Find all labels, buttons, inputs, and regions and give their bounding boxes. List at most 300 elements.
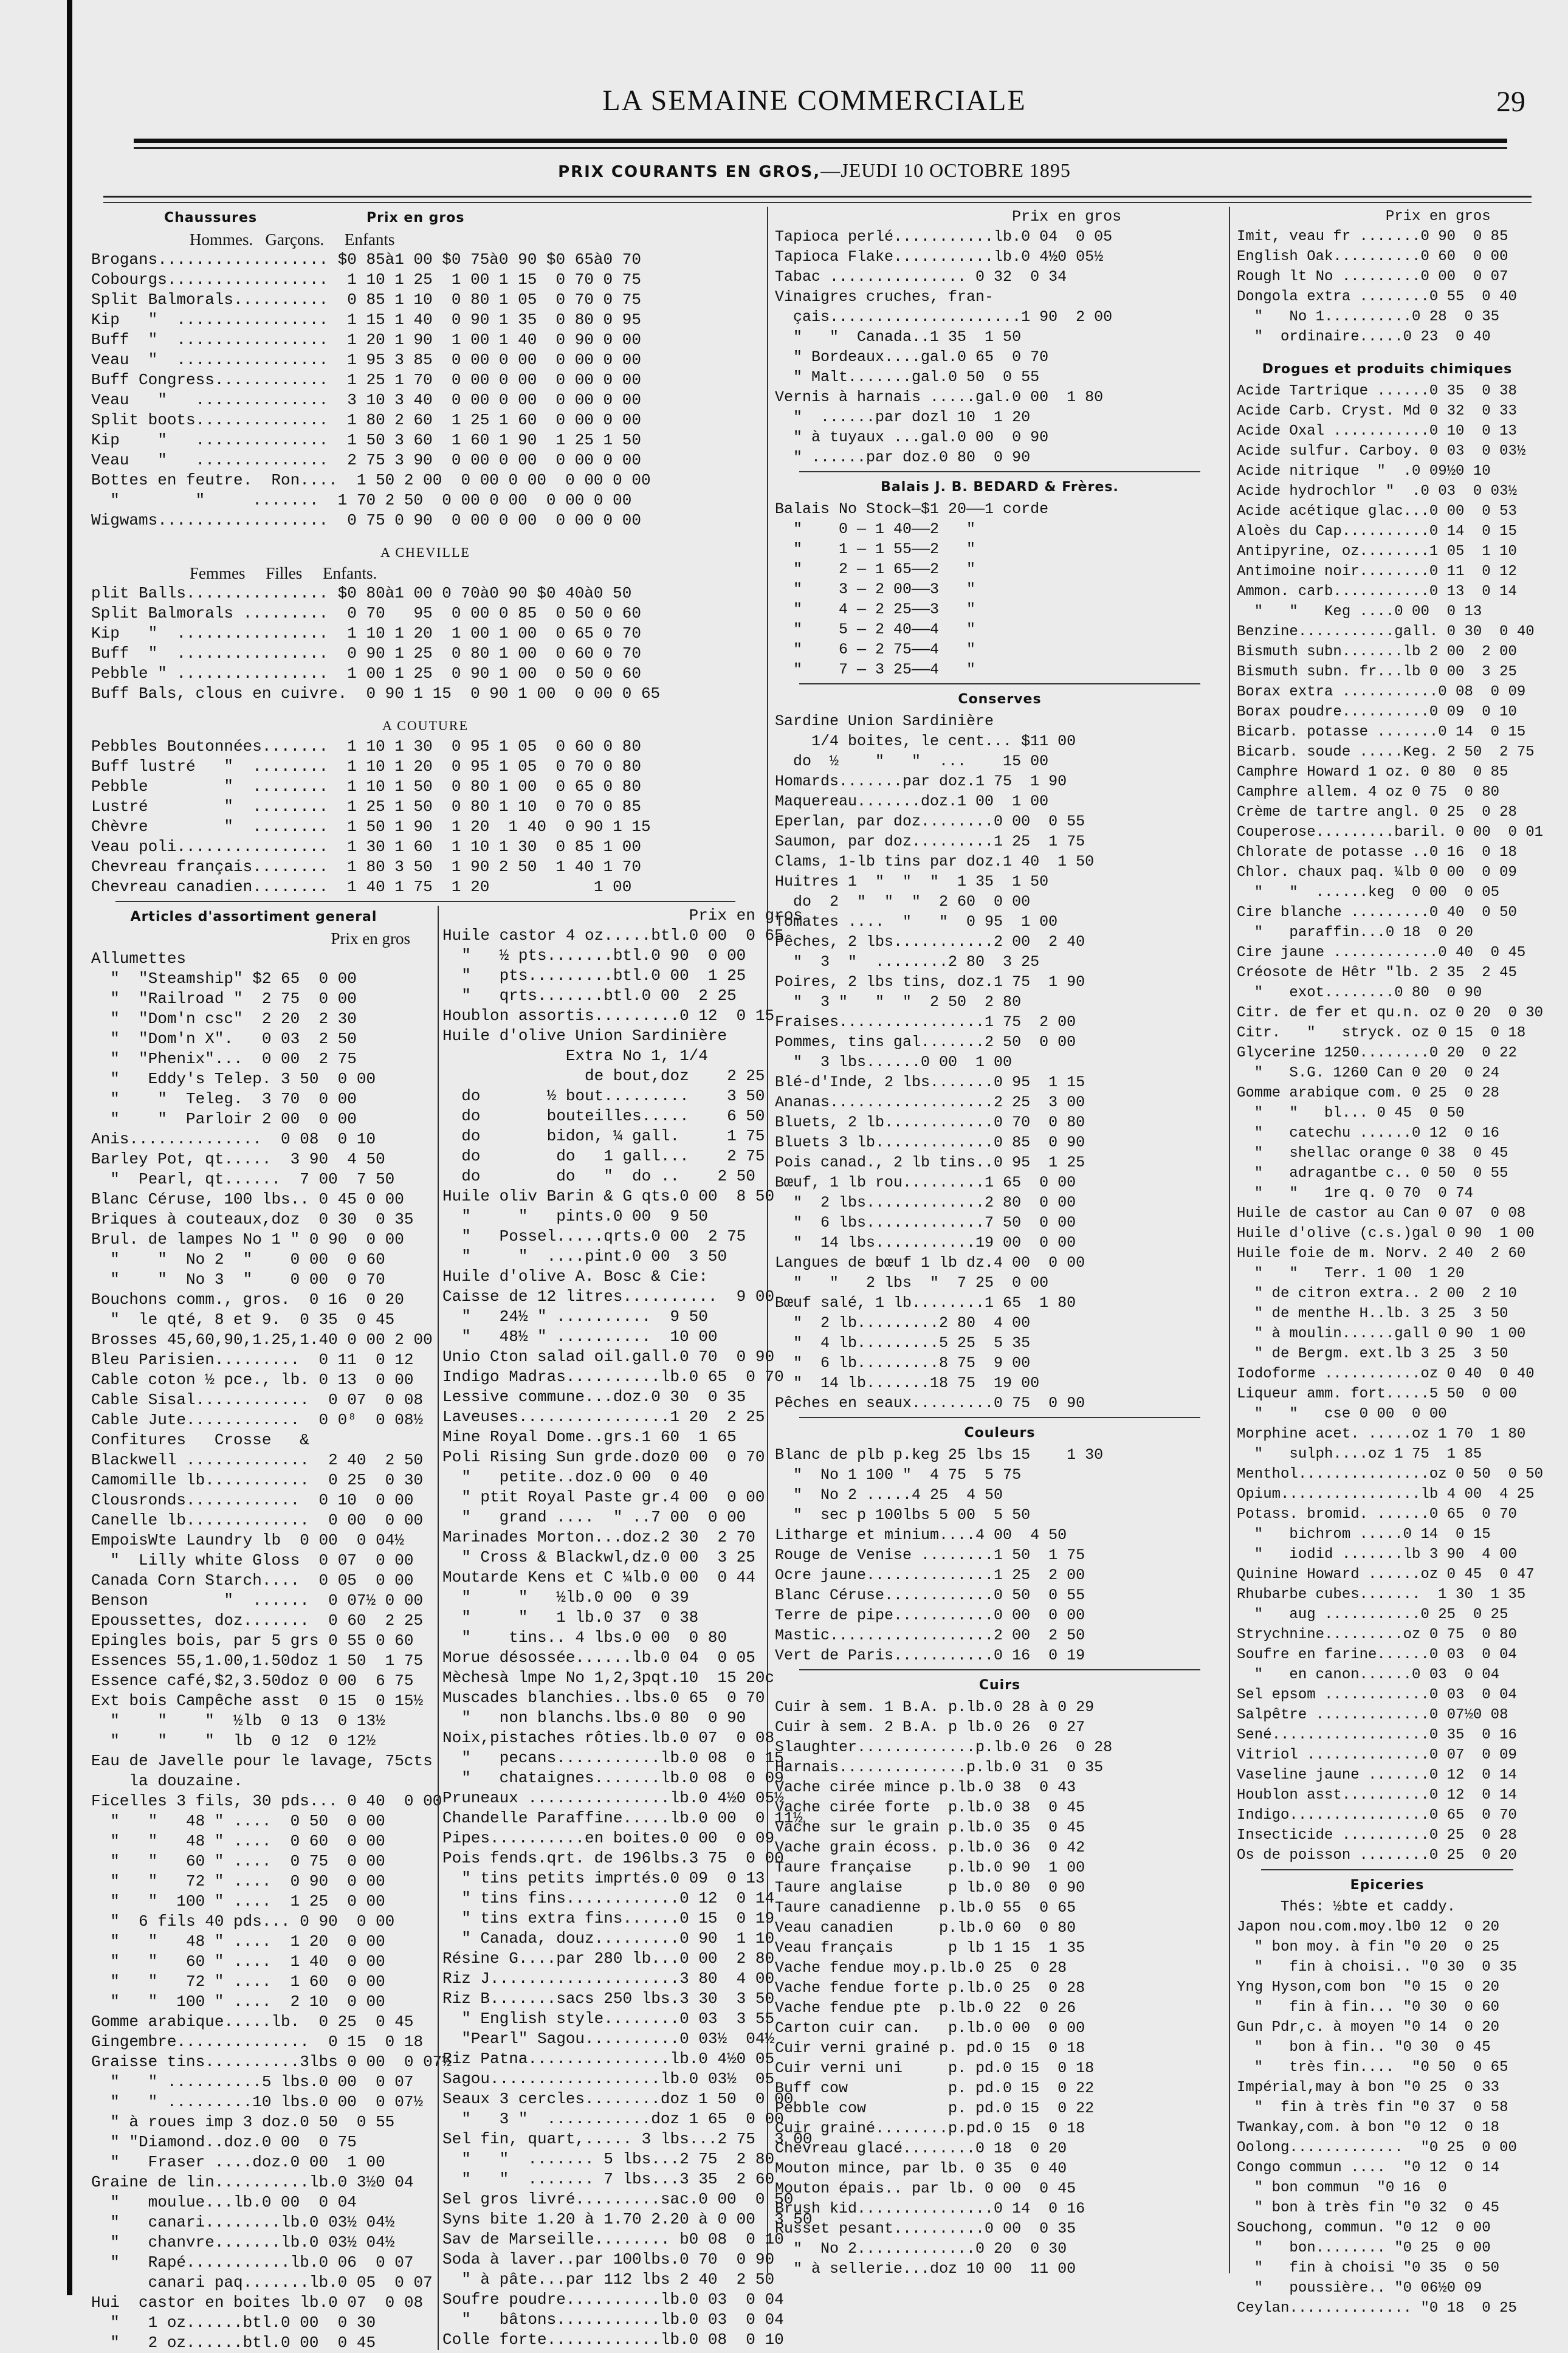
price-row: " en canon......0 03 0 04 [1237,1667,1500,1683]
price-row: " 14 lb.......18 75 19 00 [775,1374,1040,1392]
price-row: Soufre poudre..........lb.0 03 0 04 [442,2290,784,2309]
price-row: " " ..........5 lbs.0 00 0 07 [91,2073,414,2091]
price-row: " très fin.... "0 50 0 65 [1237,2059,1508,2076]
price-row: Bouchons comm., gros. 0 16 0 20 [91,1290,404,1309]
cuirs-continued-list [1237,207,1538,347]
price-row: " iodid .......lb 3 90 4 00 [1237,1546,1517,1563]
price-row: " petite..doz.0 00 0 40 [442,1468,708,1486]
price-row: Pebbles Boutonnées....... 1 10 1 30 0 95 1 05 0 60 0 80 [91,737,641,756]
price-row: Sagou..................lb.0 03½ 05 [442,2070,775,2088]
price-row: Cable coton ½ pce., lb. 0 13 0 00 [91,1371,414,1389]
section-title: Chaussures [164,210,258,226]
price-row: Iodoforme ...........oz 0 40 0 40 [1237,1366,1535,1382]
price-row: Morue désossée......lb.0 04 0 05 [442,1648,755,1667]
price-row: Sel fin, quart,..... 3 lbs...2 75 3 00 [442,2130,813,2148]
price-row: Huile foie de m. Norv. 2 40 2 60 [1237,1245,1526,1262]
page-number: 29 [1496,86,1525,118]
price-row: Huile d'olive (c.s.)gal 0 90 1 00 [1237,1225,1535,1242]
price-row: Litharge et minium....4 00 4 50 [775,1526,1067,1544]
price-row: Vache grain écoss. p.lb.0 36 0 42 [775,1839,1085,1856]
masthead-rule [134,139,1507,143]
price-row: Mouton épais.. par lb. 0 00 0 45 [775,2180,1076,2197]
price-row: Epingles bois, par 5 grs 0 55 0 60 [91,1631,414,1650]
price-row: Hui castor en boites lb.0 07 0 08 [91,2293,424,2312]
price-row: Brosses 45,60,90,1.25,1.40 0 00 2 00 [91,1331,433,1349]
price-row: " ......par dozl 10 1 20 [775,408,1031,426]
price-row: " fin à choisi.. "0 30 0 35 [1237,1959,1517,1976]
section-rule [1261,1869,1513,1870]
price-row: " 5 — 2 40——4 " [775,621,976,638]
price-row: Cuir verni grainé p. pd.0 15 0 18 [775,2039,1085,2057]
price-row: Veau " .............. 2 75 3 90 0 00 0 00 0 00 0 00 [91,451,641,469]
price-row: Pois canad., 2 lb tins..0 95 1 25 [775,1154,1085,1171]
column-2 [775,207,1225,2278]
price-row: " canari........lb.0 03½ 04½ [91,2213,395,2231]
price-row: Potass. bromid. ......0 65 0 70 [1237,1506,1517,1523]
price-row: " "Railroad " 2 75 0 00 [91,990,357,1008]
price-row: " ordinaire.....0 23 0 40 [1237,329,1491,345]
headline-date: —JEUDI 10 OCTOBRE 1895 [820,159,1071,181]
price-row: Tapioca perlé...........lb.0 04 0 05 [775,228,1113,246]
price-row: do do 1 gall... 2 75 [442,1147,765,1165]
price-row: " No 1 100 " 4 75 5 75 [775,1466,1022,1484]
cuirs-list [775,1697,1225,2279]
price-row: " " pints.0 00 9 50 [442,1207,708,1225]
price-row: Split Balmorals.......... 0 85 1 10 0 80 1 05 0 70 0 75 [91,291,641,309]
price-row: " Canada, douz.........0 90 1 10 [442,1929,775,1948]
price-row: Souchong, commun. "0 12 0 00 [1237,2220,1491,2236]
chaussures-list [91,250,760,531]
price-row: " No 1..........0 28 0 35 [1237,309,1500,325]
price-row: Antimoine noir........0 11 0 12 [1237,563,1517,580]
price-row: Japon nou.com.moy.lb0 12 0 20 [1237,1919,1500,1935]
price-row: Bluets, 2 lb............0 70 0 80 [775,1114,1085,1131]
price-row: " Eddy's Telep. 3 50 0 00 [91,1070,376,1088]
price-row: Moutarde Kens et C ¼lb.0 00 0 44 [442,1568,755,1586]
price-row: Prix en gros [775,208,1122,226]
price-row: Marinades Morton...doz.2 30 2 70 [442,1528,755,1546]
column-3 [1237,207,1544,2317]
price-row: " " ....... 5 lbs...2 75 2 80 [442,2150,775,2168]
price-row: " bâtons...........lb.0 03 0 04 [442,2310,784,2329]
column-1 [91,207,813,2352]
price-row: Acide nitrique " .0 09½0 10 [1237,463,1491,480]
price-row: " " 60 " .... 0 75 0 00 [91,1852,385,1870]
price-row: Anis.............. 0 08 0 10 [91,1130,376,1148]
assortiment-right [438,906,813,2350]
price-row: " " bl... 0 45 0 50 [1237,1105,1465,1121]
price-row: Houblon assortis.........0 12 0 15 [442,1007,775,1025]
conserves-list [775,711,1225,1413]
price-row: " "Diamond..doz.0 00 0 75 [91,2133,357,2151]
price-row: Camphre allem. 4 oz 0 75 0 80 [1237,784,1500,801]
price-row: " " cse 0 00 0 00 [1237,1406,1447,1422]
price-row: " paraffin...0 18 0 20 [1237,925,1473,941]
price-row: " bon commun "0 16 0 [1237,2180,1447,2196]
price-row: " " 1re q. 0 70 0 74 [1237,1185,1473,1202]
price-row: English Oak..........0 60 0 00 [1237,249,1508,265]
price-row: Cuir à sem. 2 B.A. p lb.0 26 0 27 [775,1718,1085,1736]
price-row: Tabac ............... 0 32 0 34 [775,268,1067,286]
price-row: Vache sur le grain p.lb.0 35 0 45 [775,1819,1085,1836]
drogues-list [1237,381,1544,1866]
price-row: Lustré " ........ 1 25 1 50 0 80 1 10 0 70 0 85 [91,798,641,816]
price-row: Bicarb. soude .....Keg. 2 50 2 75 [1237,744,1535,760]
price-row: " 14 lbs...........19 00 0 00 [775,1234,1076,1252]
price-row: Sel epsom ............0 03 0 04 [1237,1687,1517,1703]
price-row: " No 2.............0 20 0 30 [775,2240,1067,2258]
price-row: " 6 lbs.............7 50 0 00 [775,1214,1076,1232]
price-row: Ammon. carb...........0 13 0 14 [1237,584,1517,600]
price-row: " 3 " " " 2 50 2 80 [775,993,1022,1011]
price-row: Mouton mince, par lb. 0 35 0 40 [775,2160,1067,2177]
price-row: Blanc de plb p.keg 25 lbs 15 1 30 [775,1446,1104,1464]
price-row: do bidon, ¼ gall. 1 75 [442,1127,765,1145]
price-row: " bichrom .....0 14 0 15 [1237,1526,1491,1543]
section-drogues: Drogues et produits chimiques [1262,362,1513,377]
section-a-cheville: A CHEVILLE [380,545,470,560]
price-row: " de menthe H..lb. 3 25 3 50 [1237,1306,1508,1322]
price-row: Graisse tins..........3lbs 0 00 0 07½ [91,2053,452,2071]
price-row: " exot........0 80 0 90 [1237,985,1482,1001]
price-row: Chèvre " ........ 1 50 1 90 1 20 1 40 0 90 1 15 [91,818,651,836]
price-row: " " 72 " .... 0 90 0 00 [91,1872,385,1890]
price-row: Twankay,com. à bon "0 12 0 18 [1237,2120,1500,2136]
price-row: Couperose.........baril. 0 00 0 01 [1237,824,1544,841]
price-row: Indigo................0 65 0 70 [1237,1807,1517,1824]
price-row: Bottes en feutre. Ron.... 1 50 2 00 0 00 0 00 0 00 0 00 [91,471,651,489]
price-row: Huitres 1 " " " 1 35 1 50 [775,873,1049,891]
price-row: Pommes, tins gal.......2 50 0 00 [775,1033,1076,1051]
price-row: Vache cirée mince p.lb.0 38 0 43 [775,1779,1076,1796]
section-headline [91,159,1538,182]
price-row: " " 48 " .... 0 50 0 00 [91,1812,385,1830]
price-row: Salpêtre .............0 07½0 08 [1237,1707,1508,1723]
price-row: Barley Pot, qt..... 3 90 4 50 [91,1150,385,1168]
price-row: Morphine acet. .....oz 1 70 1 80 [1237,1426,1526,1442]
price-row: Insecticide ..........0 25 0 28 [1237,1827,1517,1844]
price-row: Vache cirée forte p.lb.0 38 0 45 [775,1799,1085,1816]
price-row: Sav de Marseille........ b0 08 0 10 [442,2230,784,2248]
price-row: do bouteilles..... 6 50 [442,1107,765,1125]
price-row: Poires, 2 lbs tins, doz.1 75 1 90 [775,973,1085,991]
price-row: " 2 — 1 65——2 " [775,560,976,578]
price-row: Borax poudre..........0 09 0 10 [1237,704,1517,720]
price-row: Vinaigres cruches, fran- [775,288,994,306]
price-row: Chevreau canadien........ 1 40 1 75 1 20 1 00 [91,878,632,896]
price-row: " 6 — 2 75——4 " [775,641,976,658]
price-row: " 1 — 1 55——2 " [775,540,976,558]
price-row: Chlor. chaux paq. ¼lb 0 00 0 09 [1237,864,1517,881]
price-row: Homards.......par doz.1 75 1 90 [775,773,1067,790]
price-row: Dongola extra ........0 55 0 40 [1237,289,1517,305]
price-row: " " 72 " .... 1 60 0 00 [91,1972,385,1991]
price-row: " " No 2 " 0 00 0 60 [91,1250,385,1269]
price-row: Pipes..........en boites.0 00 0 09 [442,1829,775,1847]
price-row: " fin à très fin "0 37 0 58 [1237,2100,1508,2116]
price-row: Cire jaune ............0 40 0 45 [1237,945,1526,961]
price-row: Buff Congress............ 1 25 1 70 0 00 0 00 0 00 0 00 [91,371,641,389]
price-row: " bon........ "0 25 0 00 [1237,2240,1491,2256]
section-a-couture: A COUTURE [382,718,469,733]
price-row: Bismuth subn.......lb 2 00 2 00 [1237,644,1517,660]
price-row: Buff Bals, clous en cuivre. 0 90 1 15 0 90 1 00 0 00 0 65 [91,684,661,703]
price-row: Rough lt No .........0 00 0 07 [1237,269,1508,285]
price-row: " " ....... 1 70 2 50 0 00 0 00 0 00 0 00 [91,491,632,509]
price-row: de bout,doz 2 25 [442,1067,765,1085]
price-row: Quinine Howard ......oz 0 45 0 47 [1237,1566,1535,1583]
price-row: Ceylan.............. "0 18 0 25 [1237,2300,1517,2317]
price-row: " adragantbe c.. 0 50 0 55 [1237,1165,1508,1182]
price-row: Buff lustré " ........ 1 10 1 20 0 95 1 05 0 70 0 80 [91,757,641,776]
price-row: " catechu ......0 12 0 16 [1237,1125,1500,1142]
price-row: " " 1 lb.0 37 0 38 [442,1608,699,1627]
price-row: Camomille lb........... 0 25 0 30 [91,1471,424,1489]
headline-rule [103,196,1532,198]
price-row: Bluets 3 lb.............0 85 0 90 [775,1134,1085,1151]
price-row: Vitriol ..............0 07 0 09 [1237,1747,1517,1763]
price-row: " ptit Royal Paste gr.4 00 0 00 [442,1488,765,1506]
price-row: Benson " ...... 0 07½ 0 00 [91,1591,424,1610]
price-row: Syns bite 1.20 à 1.70 2.20 à 0 00 3 50 [442,2210,813,2228]
price-row: " 6 fils 40 pds... 0 90 0 00 [91,1912,395,1931]
price-row: " "Dom'n csc" 2 20 2 30 [91,1010,357,1028]
price-row: Kip " ................ 1 10 1 20 1 00 1 00 0 65 0 70 [91,624,641,643]
couture-list [91,737,760,897]
price-row: 1/4 boites, le cent... $11 00 [775,732,1076,750]
price-row: Kip " ................ 1 15 1 40 0 90 1 35 0 80 0 95 [91,311,641,329]
price-row: " tins petits imprtés.0 09 0 13 [442,1869,765,1887]
price-row: " bon moy. à fin "0 20 0 25 [1237,1939,1500,1955]
price-row: do ½ bout......... 3 50 [442,1087,765,1105]
price-row: " 3 lbs......0 00 1 00 [775,1053,1013,1071]
price-row: " moulue...lb.0 00 0 04 [91,2193,357,2211]
price-row: Laveuses................1 20 2 25 [442,1408,765,1426]
price-row: Acide Tartrique ......0 35 0 38 [1237,383,1517,399]
price-row: " aug ...........0 25 0 25 [1237,1607,1508,1623]
price-row: Gingembre.............. 0 15 0 18 [91,2033,424,2051]
price-row: Sené..................0 35 0 16 [1237,1727,1517,1743]
price-row: " à sellerie...doz 10 00 11 00 [775,2260,1076,2278]
price-row: " " Canada..1 35 1 50 [775,328,1022,346]
price-row: " " ½lb.0 00 0 39 [442,1588,689,1607]
price-row: Houblon asst..........0 12 0 14 [1237,1787,1517,1804]
section-conserves: Conserves [958,692,1042,707]
price-row: Acide acétique glac...0 00 0 53 [1237,503,1517,520]
price-row: Vache fendue moy.p.lb.0 25 0 28 [775,1959,1067,1977]
price-row: Brush kid...............0 14 0 16 [775,2200,1085,2217]
price-row: " 1 oz......btl.0 00 0 30 [91,2313,376,2332]
price-row: Blanc Céruse............0 50 0 55 [775,1586,1085,1604]
price-row: " " Parloir 2 00 0 00 [91,1110,357,1128]
price-row: Aloès du Cap..........0 14 0 15 [1237,523,1517,540]
price-row: " " No 3 " 0 00 0 70 [91,1270,385,1289]
price-row: Gun Pdr,c. à moyen "0 14 0 20 [1237,2019,1500,2036]
price-row: " Malt.......gal.0 50 0 55 [775,368,1040,386]
assortiment-list [91,949,452,2353]
price-row: " 2 lb.........2 80 4 00 [775,1314,1031,1332]
price-row: Crème de tartre angl. 0 25 0 28 [1237,804,1517,821]
section-chaussures [91,207,760,230]
price-row: Split boots.............. 1 80 2 60 1 25 1 60 0 00 0 00 [91,411,641,429]
price-row: " tins extra fins......0 15 0 19 [442,1909,775,1928]
price-row: " bon à très fin "0 32 0 45 [1237,2200,1500,2216]
price-row: Mine Royal Dome..grs.1 60 1 65 [442,1428,737,1446]
price-row: " " 2 lbs " 7 25 0 00 [775,1274,1049,1292]
price-row: Gomme arabique com. 0 25 0 28 [1237,1085,1500,1101]
price-row: Bicarb. potasse .......0 14 0 15 [1237,724,1526,740]
price-row: " "Phenix"... 0 00 2 75 [91,1050,357,1068]
price-row: " "Steamship" $2 65 0 00 [91,970,357,988]
price-row: Vache fendue pte p.lb.0 22 0 26 [775,1999,1076,2017]
price-row: Bœuf, 1 lb rou.........1 65 0 00 [775,1174,1076,1191]
balais-list [775,499,1225,680]
price-row: Vernis à harnais .....gal.0 00 1 80 [775,388,1104,406]
price-row: " "Dom'n X". 0 03 2 50 [91,1030,357,1048]
price-row: Bœuf salé, 1 lb........1 65 1 80 [775,1294,1076,1312]
price-row: Congo commun .... "0 12 0 14 [1237,2160,1500,2176]
price-row: " Cross & Blackwl,dz.0 00 3 25 [442,1548,755,1566]
price-row: " poussière.. "0 06½0 09 [1237,2280,1482,2296]
price-row: Cobourgs................. 1 10 1 25 1 00 1 15 0 70 0 75 [91,270,641,289]
price-row: " à moulin......gall 0 90 1 00 [1237,1326,1526,1342]
price-row: Russet pesant..........0 00 0 35 [775,2220,1076,2238]
price-row: Split Balmorals ......... 0 70 95 0 00 0 85 0 50 0 60 [91,604,641,622]
price-row: " No 2 .....4 25 4 50 [775,1486,1003,1504]
section-rule [799,1669,1200,1670]
price-row: Pebble " ........ 1 10 1 50 0 80 1 00 0 65 0 80 [91,777,641,796]
price-row: Buff " ................ 0 90 1 25 0 80 1 00 0 60 0 70 [91,644,641,663]
binding-edge [67,0,72,2295]
price-row: Huile d'olive Union Sardinière [442,1027,727,1045]
price-row: Pois fends.qrt. de 196lbs.3 75 0 00 [442,1849,784,1867]
price-row: Huile castor 4 oz.....btl.0 00 0 65 [442,926,784,945]
price-row: " Fraser ....doz.0 00 1 00 [91,2153,385,2171]
price-row: " chataignes.......lb.0 08 0 09 [442,1769,784,1787]
price-row: " 3 — 2 00——3 " [775,580,976,598]
price-row: Huile oliv Barin & G qts.0 00 8 50 [442,1187,775,1205]
price-row: Camphre Howard 1 oz. 0 80 0 85 [1237,764,1508,780]
price-row: " 3 " ...........doz 1 65 0 00 [442,2110,784,2128]
price-row: Rhubarbe cubes....... 1 30 1 35 [1237,1586,1526,1603]
price-row: Créosote de Hêtr "lb. 2 35 2 45 [1237,965,1517,981]
section-balais: Balais J. B. BEDARD & Frères. [881,480,1119,495]
section-cuirs: Cuirs [978,1678,1021,1693]
price-row: " à pâte...par 112 lbs 2 40 2 50 [442,2270,775,2289]
price-row: Cuir à sem. 1 B.A. p.lb.0 28 à 0 29 [775,1698,1095,1716]
price-row: " 0 — 1 40——2 " [775,520,976,538]
price-row: Clousronds............ 0 10 0 00 [91,1491,414,1509]
price-row: Gomme arabique.....lb. 0 25 0 45 [91,2013,414,2031]
price-row: Eperlan, par doz........0 00 0 55 [775,813,1085,830]
price-row: Soda à laver..par 100lbs.0 70 0 90 [442,2250,775,2269]
price-row: Veau " .............. 3 10 3 40 0 00 0 00 0 00 0 00 [91,391,641,409]
price-row: Thés: ½bte et caddy. [1237,1899,1456,1915]
price-row: Vert de Paris...........0 16 0 19 [775,1647,1085,1664]
price-row: " sulph....oz 1 75 1 85 [1237,1446,1482,1462]
price-row: " grand .... " ..7 00 0 00 [442,1508,746,1526]
price-row: Sardine Union Sardinière [775,712,994,730]
price-row: " " 100 " .... 1 25 0 00 [91,1892,385,1910]
price-row: Fraises................1 75 2 00 [775,1013,1076,1031]
price-row: Impérial,may à bon "0 25 0 33 [1237,2079,1500,2096]
price-row: " tins fins............0 12 0 14 [442,1889,775,1907]
price-row: Poli Rising Sun grde.doz0 00 0 70 [442,1448,765,1466]
price-row: Huile de castor au Can 0 07 0 08 [1237,1205,1526,1222]
price-row: " sec p 100lbs 5 00 5 50 [775,1506,1031,1524]
headline-bold: PRIX COURANTS EN GROS, [558,163,821,181]
price-row: " " 48 " .... 0 60 0 00 [91,1832,385,1850]
cheville-list [91,584,760,704]
price-row: Borax extra ...........0 08 0 09 [1237,684,1526,700]
price-row: Indigo Madras..........lb.0 65 0 70 [442,1368,784,1386]
section-rule [799,1417,1200,1418]
price-row: " de citron extra.. 2 00 2 10 [1237,1286,1517,1302]
price-row: Pebble cow p. pd.0 15 0 22 [775,2100,1095,2117]
price-row: " 3 " ........2 80 3 25 [775,953,1040,971]
price-row: Canelle lb............. 0 00 0 00 [91,1511,424,1529]
price-row: " fin à fin... "0 30 0 60 [1237,1999,1500,2016]
price-row: Cuir grainé........p.pd.0 15 0 18 [775,2120,1085,2137]
price-row: Antipyrine, oz........1 05 1 10 [1237,543,1517,560]
price-row: Muscades blanchies..lbs.0 65 0 70 [442,1689,765,1707]
price-row: Blé-d'Inde, 2 lbs.......0 95 1 15 [775,1073,1085,1091]
price-row: Colle forte............lb.0 08 0 10 [442,2331,784,2349]
headline-rule-thin [103,202,1532,203]
price-row: " " " lb 0 12 0 12½ [91,1732,376,1750]
price-row: Pêches, 2 lbs...........2 00 2 40 [775,933,1085,951]
price-row: Taure anglaise p lb.0 80 0 90 [775,1879,1085,1897]
price-row: Mèchesà lmpe No 1,2,3pqt.10 15 20c [442,1669,775,1687]
price-row: Ficelles 3 fils, 30 pds... 0 40 0 00 [91,1792,442,1810]
price-row: Bismuth subn. fr...lb 0 00 3 25 [1237,664,1517,680]
price-row: Veau " ................ 1 95 3 85 0 00 0 00 0 00 0 00 [91,351,641,369]
price-row: " 48½ " .......... 10 00 [442,1328,718,1346]
price-row: Veau canadien p.lb.0 60 0 80 [775,1919,1076,1937]
price-row: Briques à couteaux,doz 0 30 0 35 [91,1210,414,1228]
assortiment-list-2 [442,906,813,2350]
price-row: Carton cuir can. p.lb.0 00 0 00 [775,2019,1085,2037]
price-row: " 7 — 3 25——4 " [775,661,976,678]
price-row: Confitures Crosse & [91,1431,309,1449]
price-row: plit Balls............... $0 80à1 00 0 70à0 90 $0 40à0 50 [91,584,632,602]
price-row: Acide Oxal ...........0 10 0 13 [1237,423,1517,439]
price-row: Kip " .............. 1 50 3 60 1 60 1 90 1 25 1 50 [91,431,641,449]
couleurs-list [775,1445,1225,1666]
price-row: Buff " ................ 1 20 1 90 1 00 1 40 0 90 0 00 [91,331,641,349]
price-row: " " Teleg. 3 70 0 00 [91,1090,357,1108]
price-row: Veau français p lb 1 15 1 35 [775,1939,1085,1957]
price-row: Acide sulfur. Carboy. 0 03 0 03½ [1237,443,1526,460]
price-row: " le qté, 8 et 9. 0 35 0 45 [91,1311,395,1329]
price-row: Imit, veau fr .......0 90 0 85 [1237,229,1508,245]
price-row: " " 100 " .... 2 10 0 00 [91,1993,385,2011]
price-row: Soufre en farine......0 03 0 04 [1237,1647,1517,1663]
price-row: Essences 55,1.00,1.50doz 1 50 1 75 [91,1652,424,1670]
epiceries-list [1237,1897,1538,2318]
price-row: Blanc Céruse, 100 lbs.. 0 45 0 00 [91,1190,404,1208]
price-row: Vaseline jaune .......0 12 0 14 [1237,1767,1517,1783]
price-row: " qrts.......btl.0 00 2 25 [442,987,737,1005]
price-row: Seaux 3 cercles........doz 1 50 0 00 [442,2090,794,2108]
tapioca-list [775,207,1225,467]
price-row: " non blanchs.lbs.0 80 0 90 [442,1709,746,1727]
price-row: Buff cow p. pd.0 15 0 22 [775,2079,1095,2097]
price-row: " Rapé...........lb.0 06 0 07 [91,2253,414,2272]
newspaper-page [91,0,1544,2352]
price-row: " chanvre.......lb.0 03½ 04½ [91,2233,395,2251]
price-row: Menthol...............oz 0 50 0 50 [1237,1466,1544,1483]
